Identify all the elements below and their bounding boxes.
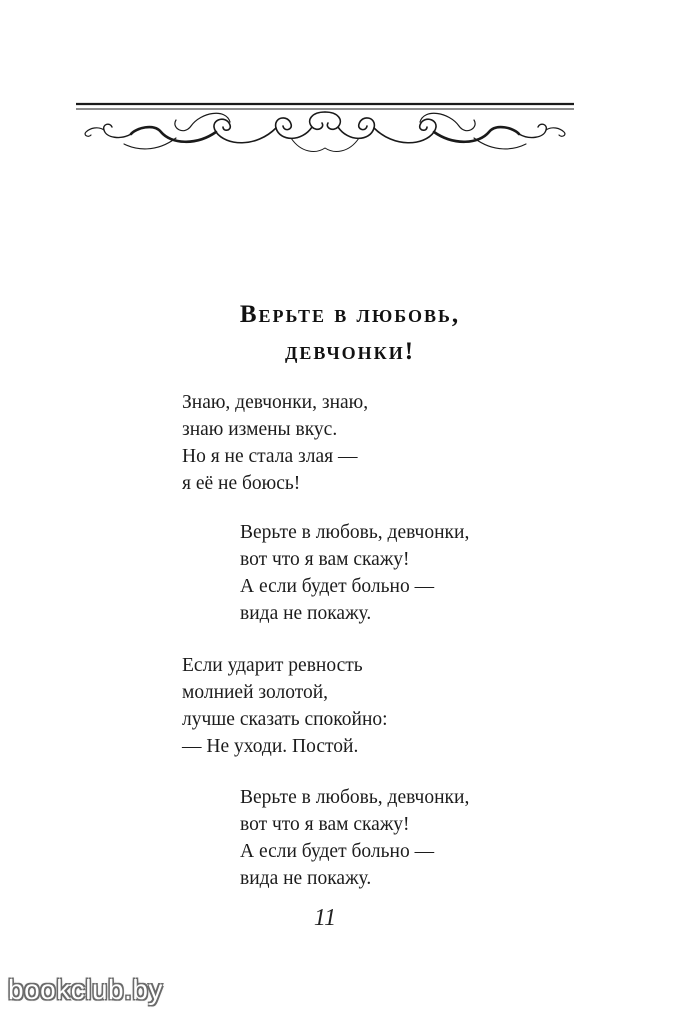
verse-line: А если будет больно — xyxy=(240,841,435,862)
verse-line: вида не покажу. xyxy=(240,603,372,624)
verse-line: вот что я вам скажу! xyxy=(240,814,410,835)
stanza-2-refrain xyxy=(240,519,469,627)
verse-line: вот что я вам скажу! xyxy=(240,549,410,570)
page-number: 11 xyxy=(313,905,337,931)
stanza-3 xyxy=(182,652,388,760)
poem-title-line: девчонки! xyxy=(284,338,416,365)
verse-line: молнией золотой, xyxy=(182,682,329,703)
verse-line: А если будет больно — xyxy=(240,576,435,597)
verse-line: — Не уходи. Постой. xyxy=(182,736,359,757)
poem-title-line: Верьте в любовь, xyxy=(239,301,461,328)
stanza-1 xyxy=(182,389,368,497)
stanza-4-refrain xyxy=(240,784,469,892)
verse-line: Но я не стала злая — xyxy=(182,446,358,467)
verse-line: Знаю, девчонки, знаю, xyxy=(182,392,369,413)
decorative-header-ornament xyxy=(76,98,574,168)
verse-line: Если ударит ревность xyxy=(182,655,363,676)
verse-line: я её не боюсь! xyxy=(182,473,301,494)
verse-line: Верьте в любовь, девчонки, xyxy=(240,787,470,808)
verse-line: знаю измены вкус. xyxy=(182,419,338,440)
verse-line: Верьте в любовь, девчонки, xyxy=(240,522,470,543)
poem-title xyxy=(0,296,700,370)
verse-line: вида не покажу. xyxy=(240,868,372,889)
verse-line: лучше сказать спокойно: xyxy=(182,709,388,730)
watermark-logo: bookclub.by xyxy=(8,974,163,1005)
